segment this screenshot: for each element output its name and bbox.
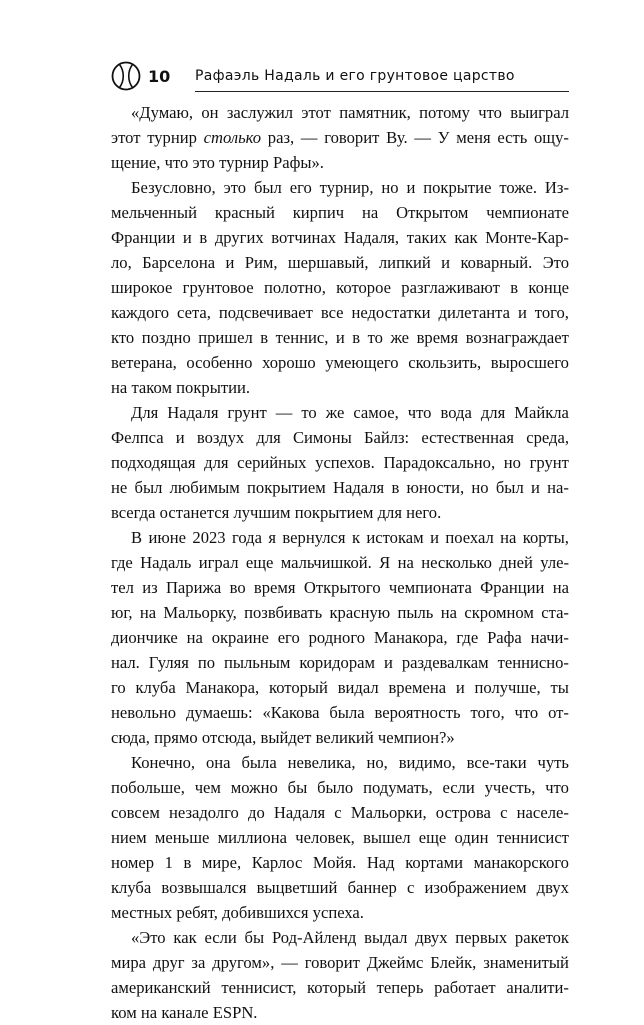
- paragraph: [111, 525, 569, 750]
- text-line: ком на канале ESPN.: [111, 1003, 258, 1022]
- text-line: Безусловно, это был его турнир, но и покрытие тоже. Из-: [131, 178, 569, 197]
- header-rule: [195, 91, 569, 92]
- body-text: [111, 100, 569, 1025]
- text-line: побольше, чем можно бы было подумать, если учесть, что: [111, 778, 569, 797]
- text-line: кто поздно пришел в теннис, и в то же время вознаграждает: [111, 328, 569, 347]
- paragraph: [111, 175, 569, 400]
- text-line: Франции и в других вотчинах Надаля, таких как Монте-Кар-: [111, 228, 569, 247]
- text-line: диончике на окраине его родного Манакора, где Рафа начи-: [111, 628, 569, 647]
- tennis-ball-icon: [111, 61, 141, 91]
- paragraph: [111, 100, 569, 175]
- text-line: подходящая для серийных успехов. Парадоксально, но грунт: [111, 453, 569, 472]
- text-line: тел из Парижа во время Открытого чемпионата Франции на: [111, 578, 569, 597]
- paragraph: [111, 750, 569, 925]
- text-line: всегда останется лучшим покрытием для него.: [111, 503, 442, 522]
- text-line: «Думаю, он заслужил этот памятник, потому что выиграл: [131, 103, 569, 122]
- text-line: мира друг за другом», — говорит Джеймс Блейк, знаменитый: [111, 953, 569, 972]
- text-line: местных ребят, добившихся успеха.: [111, 903, 364, 922]
- text-line: американский теннисист, который теперь работает аналити-: [111, 978, 569, 997]
- text-line: В июне 2023 года я вернулся к истокам и поехал на корты,: [131, 528, 569, 547]
- text-line: сюда, прямо отсюда, выйдет великий чемпион?»: [111, 728, 455, 747]
- text-line: где Надаль играл еще мальчишкой. Я на несколько дней уле-: [111, 553, 569, 572]
- text-line: каждого сета, подсвечивает все недостатки дилетанта и того,: [111, 303, 569, 322]
- text-line: Для Надаля грунт — то же самое, что вода для Майкла: [131, 403, 569, 422]
- page-number: 10: [148, 67, 171, 86]
- running-title: Рафаэль Надаль и его грунтовое царство: [195, 68, 515, 84]
- text-line: этот турнир столько раз, — говорит Ву. — У меня есть ощу-: [111, 128, 569, 147]
- text-line: не был любимым покрытием Надаля в юности, но был и на-: [111, 478, 569, 497]
- text-line: широкое грунтовое полотно, которое разглаживают в конце: [111, 278, 569, 297]
- text-line: ветерана, особенно хорошо умеющего скользить, выросшего: [111, 353, 569, 372]
- page-header: [111, 58, 569, 94]
- text-line: юг, на Мальорку, позвбивать красную пыль на скромном ста-: [111, 603, 569, 622]
- paragraph: [111, 925, 569, 1025]
- text-line: го клуба Манакора, который видал времена и получше, ты: [111, 678, 569, 697]
- paragraph: [111, 400, 569, 525]
- text-line: на таком покрытии.: [111, 378, 251, 397]
- text-line: номер 1 в мире, Карлос Мойя. Над кортами манакорского: [111, 853, 569, 872]
- text-line: нием меньше миллиона человек, вышел еще один теннисист: [111, 828, 569, 847]
- text-line: нал. Гуляя по пыльным коридорам и раздевалкам теннисно-: [111, 653, 569, 672]
- text-line: щение, что это турнир Рафы».: [111, 153, 324, 172]
- text-line: невольно думаешь: «Какова была вероятность того, что от-: [111, 703, 569, 722]
- text-line: «Это как если бы Род-Айленд выдал двух первых ракеток: [131, 928, 569, 947]
- text-line: ло, Барселона и Рим, шершавый, липкий и коварный. Это: [111, 253, 569, 272]
- text-line: мельченный красный кирпич на Открытом чемпионате: [111, 203, 569, 222]
- text-line: клуба возвышался выцветший баннер с изображением двух: [111, 878, 569, 897]
- text-line: Конечно, она была невелика, но, видимо, все-таки чуть: [131, 753, 569, 772]
- text-line: Фелпса и воздух для Симоны Байлз: естественная среда,: [111, 428, 569, 447]
- text-line: совсем незадолго до Надаля с Мальорки, острова с населе-: [111, 803, 569, 822]
